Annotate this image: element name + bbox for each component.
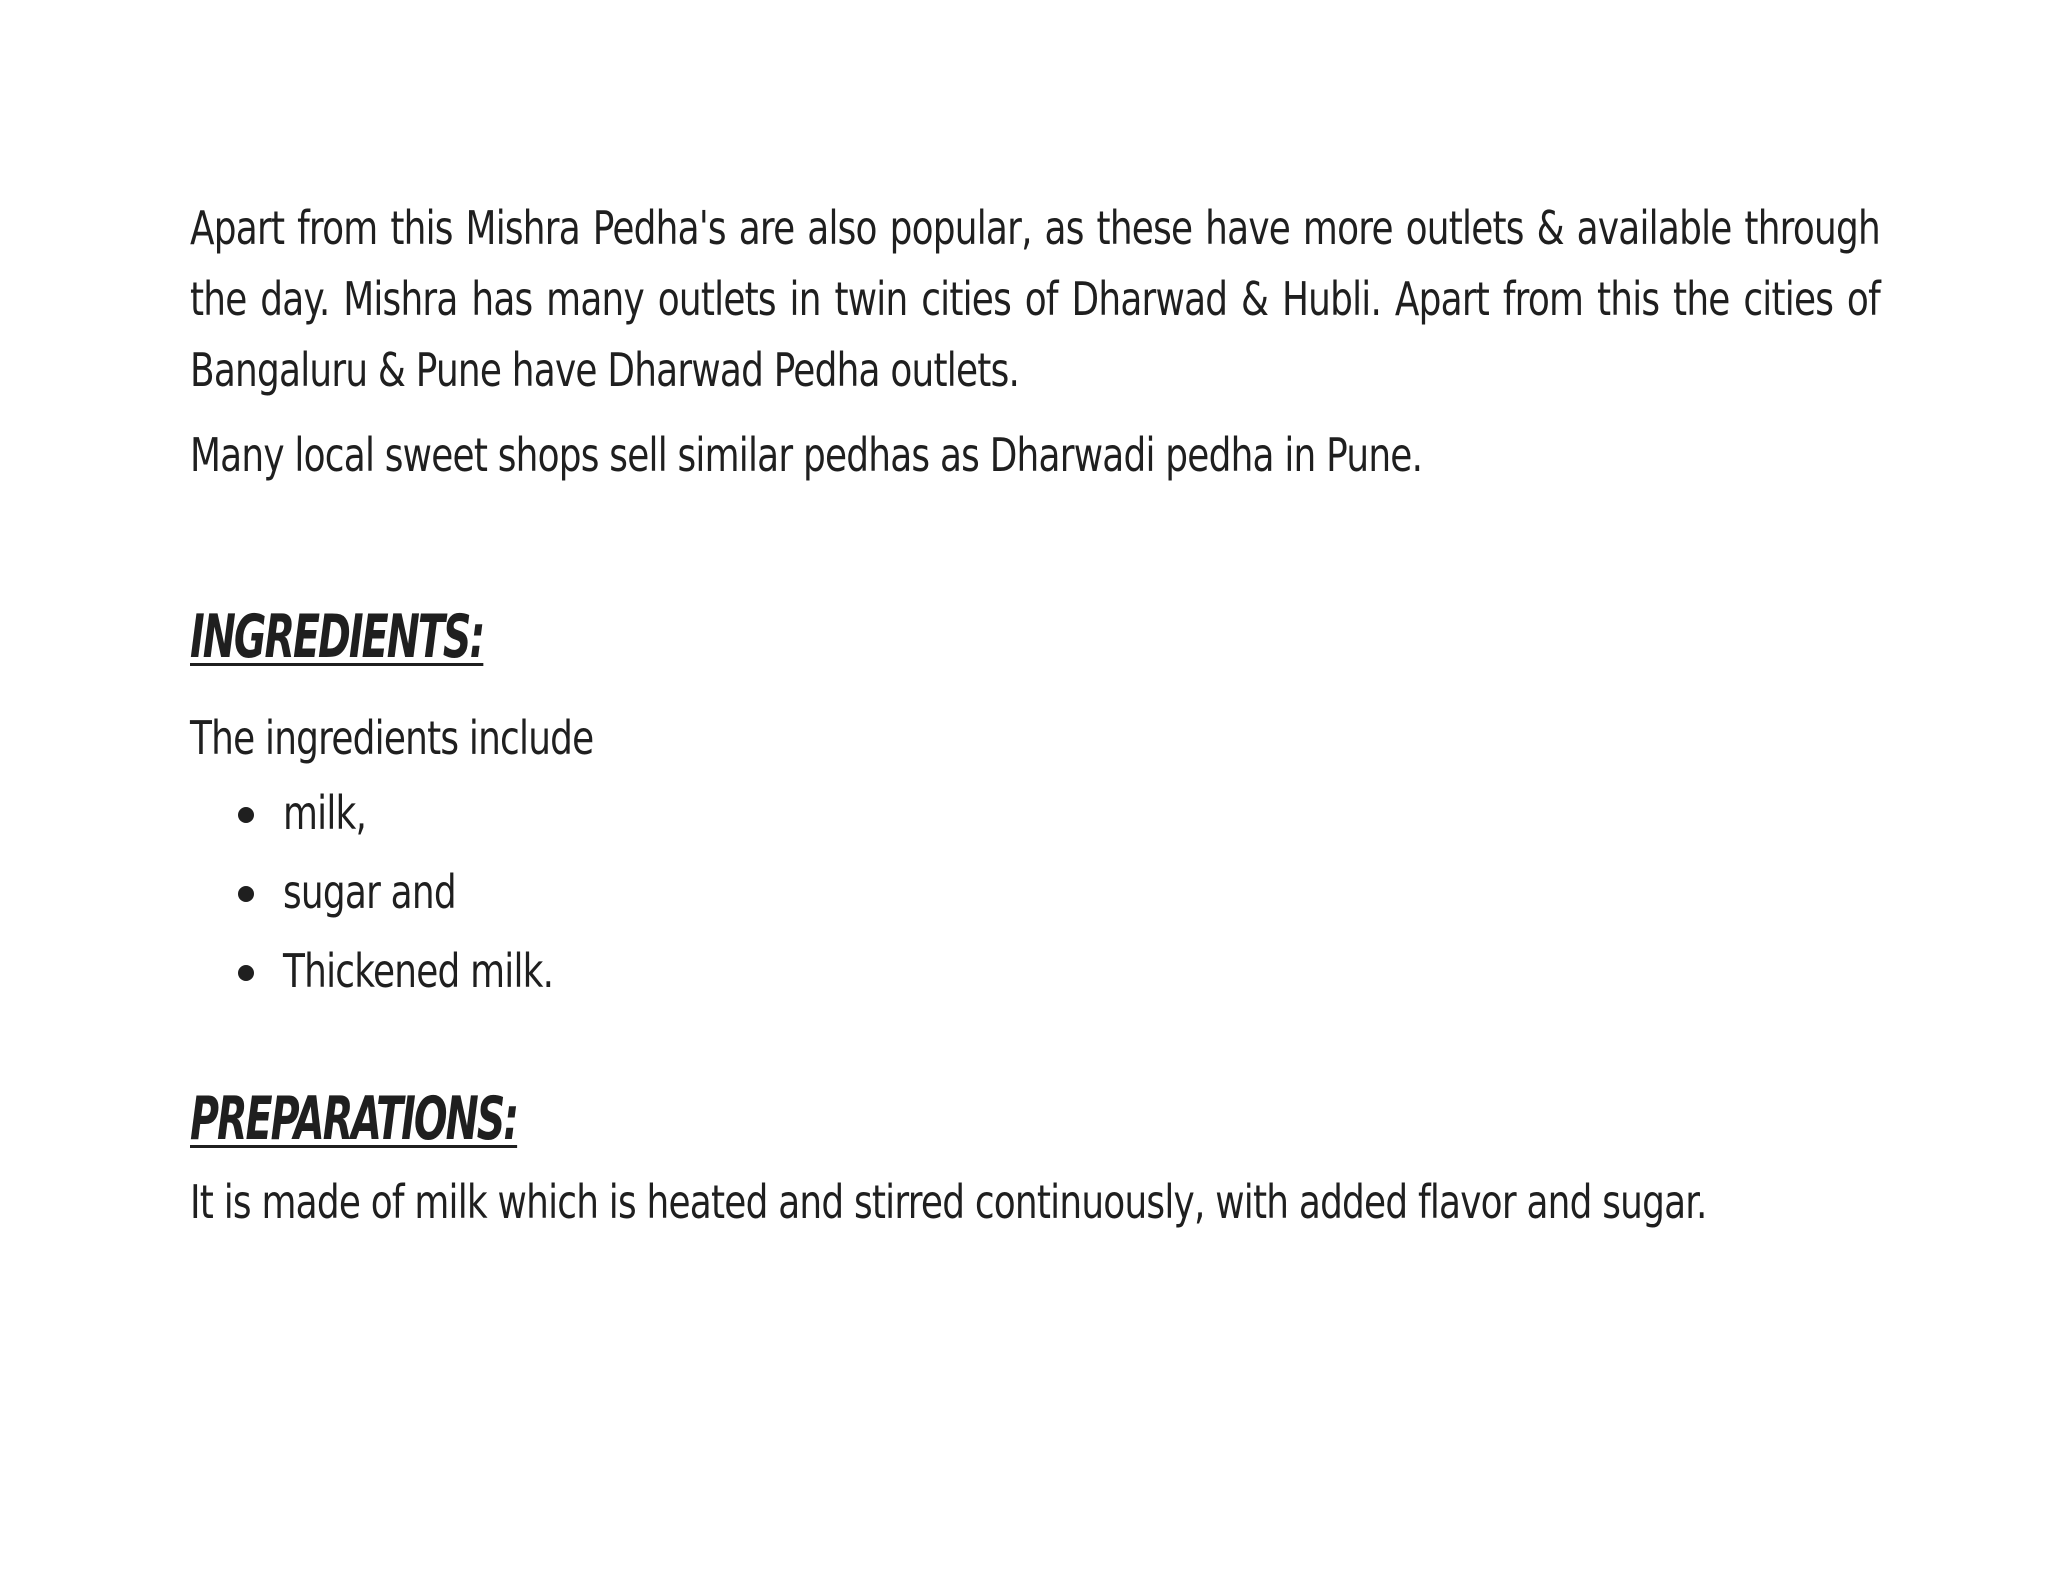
ingredients-list [190,778,1880,1015]
list-item-text: milk, [283,786,367,840]
ingredients-section-header [190,601,1880,685]
page-content [190,193,1880,1238]
ingredients-intro: The ingredients include [190,711,594,765]
bullet-icon [238,807,254,823]
bullet-icon [238,965,254,981]
list-item [238,778,1880,857]
local-shops-paragraph: Many local sweet shops sell similar pedhas as Dharwadi pedha in Pune. [190,428,1423,482]
preparations-text: It is made of milk which is heated and stirred continuously, with added flavor and sugar. [190,1175,1707,1229]
bullet-icon [238,886,254,902]
list-item [238,857,1880,936]
outlets-paragraph: Apart from this Mishra Pedha's are also popular, as these have more outlets & available through the day. Mishra has many outlets in twin cities of Dharwad & Hubli. Apart from this the cities of Bangaluru & Pune have Dharwad Pedha outlets. [190,201,1880,397]
list-item [238,936,1880,1015]
list-item-text: sugar and [283,865,456,919]
preparations-heading: PREPARATIONS: [190,1084,518,1154]
preparations-section-header [190,1083,1880,1167]
list-item-text: Thickened milk. [283,944,554,998]
ingredients-heading: INGREDIENTS: [190,602,484,672]
